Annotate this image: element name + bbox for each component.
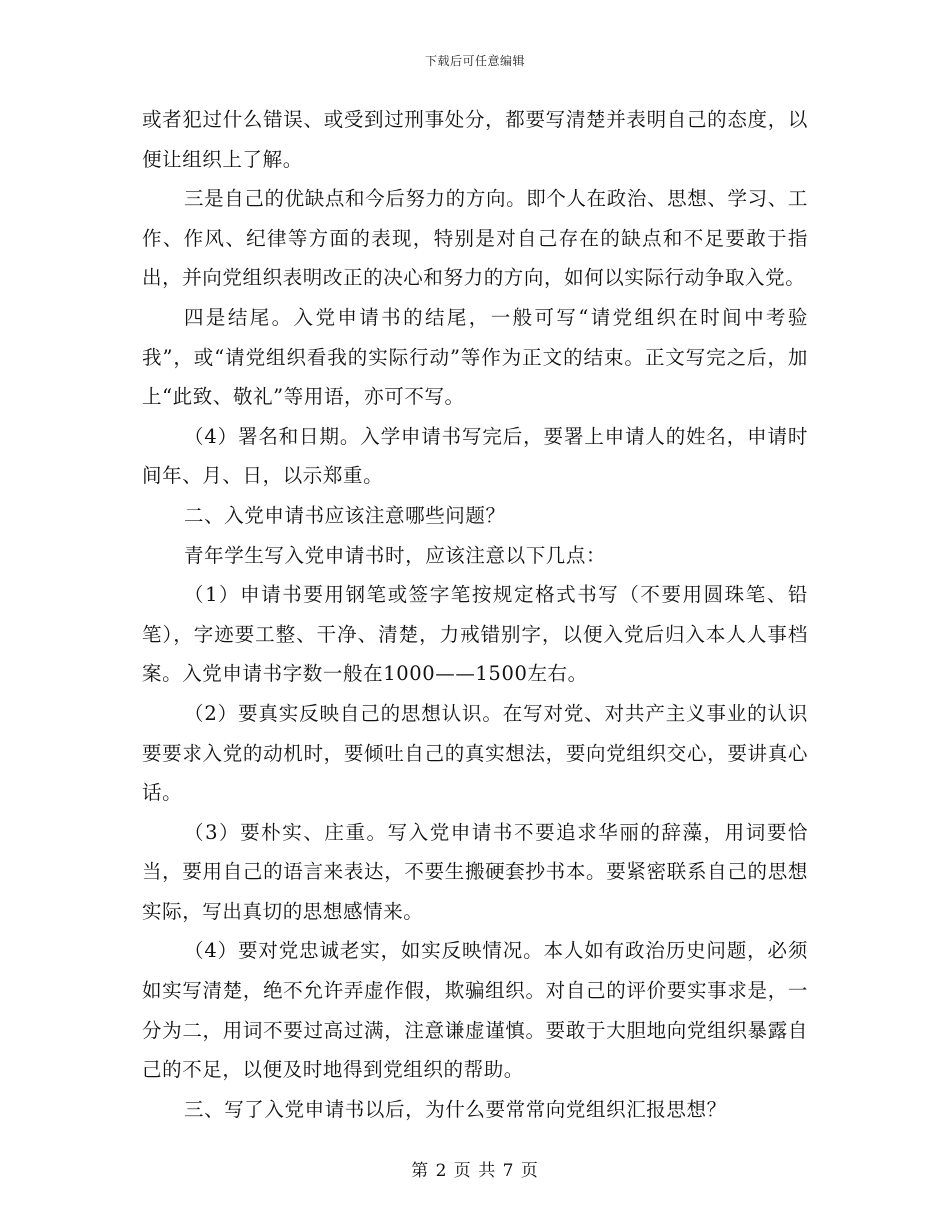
paragraph-8: （2）要真实反映自己的思想认识。在写对党、对共产主义事业的认识要要求入党的动机时，要倾吐自己的真实想法，要向党组织交心，要讲真心话。	[142, 701, 808, 805]
paragraph-1: 或者犯过什么错误、或受到过刑事处分，都要写清楚并表明自己的态度，以便让组织上了解。	[142, 108, 808, 171]
document-body	[142, 100, 808, 1129]
paragraph-10: （4）要对党忠诚老实，如实反映情况。本人如有政治历史问题，必须如实写清楚，绝不允许弄虚作假，欺骗组织。对自己的评价要实事求是，一分为二，用词不要过高过满，注意谦虚谨慎。要敢于大胆地向党组织暴露自己的不足，以便及时地得到党组织的帮助。	[142, 939, 808, 1082]
paragraph-3: 四是结尾。入党申请书的结尾，一般可写“请党组织在时间中考验我”，或“请党组织看我的实际行动”等作为正文的结束。正文写完之后，加上“此致、敬礼”等用语，亦可不写。	[142, 305, 808, 409]
paragraph-6: 青年学生写入党申请书时，应该注意以下几点：	[184, 543, 607, 567]
section-heading-3: 三、写了入党申请书以后，为什么要常常向党组织汇报思想？	[184, 1097, 727, 1121]
page-header: 下载后可任意编辑	[424, 54, 525, 68]
paragraph-4: （4）署名和日期。入学申请书写完后，要署上申请人的姓名，申请时间年、月、日，以示郑重。	[142, 424, 808, 488]
page-footer	[0, 1156, 950, 1181]
paragraph-2: 三是自己的优缺点和今后努力的方向。即个人在政治、思想、学习、工作、作风、纪律等方面的表现，特别是对自己存在的缺点和不足要敢于指出，并向党组织表明改正的决心和努力的方向，如何以实际行动争取入党。	[142, 187, 808, 290]
page-number: 第 2 页 共 7 页	[411, 1161, 539, 1181]
paragraph-7: （1）申请书要用钢笔或签字笔按规定格式书写（不要用圆珠笔、铅笔），字迹要工整、干净、清楚，力戒错别字，以便入党后归入本人人事档案。入党申请书字数一般在1000——1500左右。	[142, 583, 808, 686]
paragraph-9: （3）要朴实、庄重。写入党申请书不要追求华丽的辞藻，用词要恰当，要用自己的语言来表达，不要生搬硬套抄书本。要紧密联系自己的思想实际，写出真切的思想感情来。	[142, 820, 808, 923]
section-heading-2: 二、入党申请书应该注意哪些问题？	[184, 503, 506, 527]
